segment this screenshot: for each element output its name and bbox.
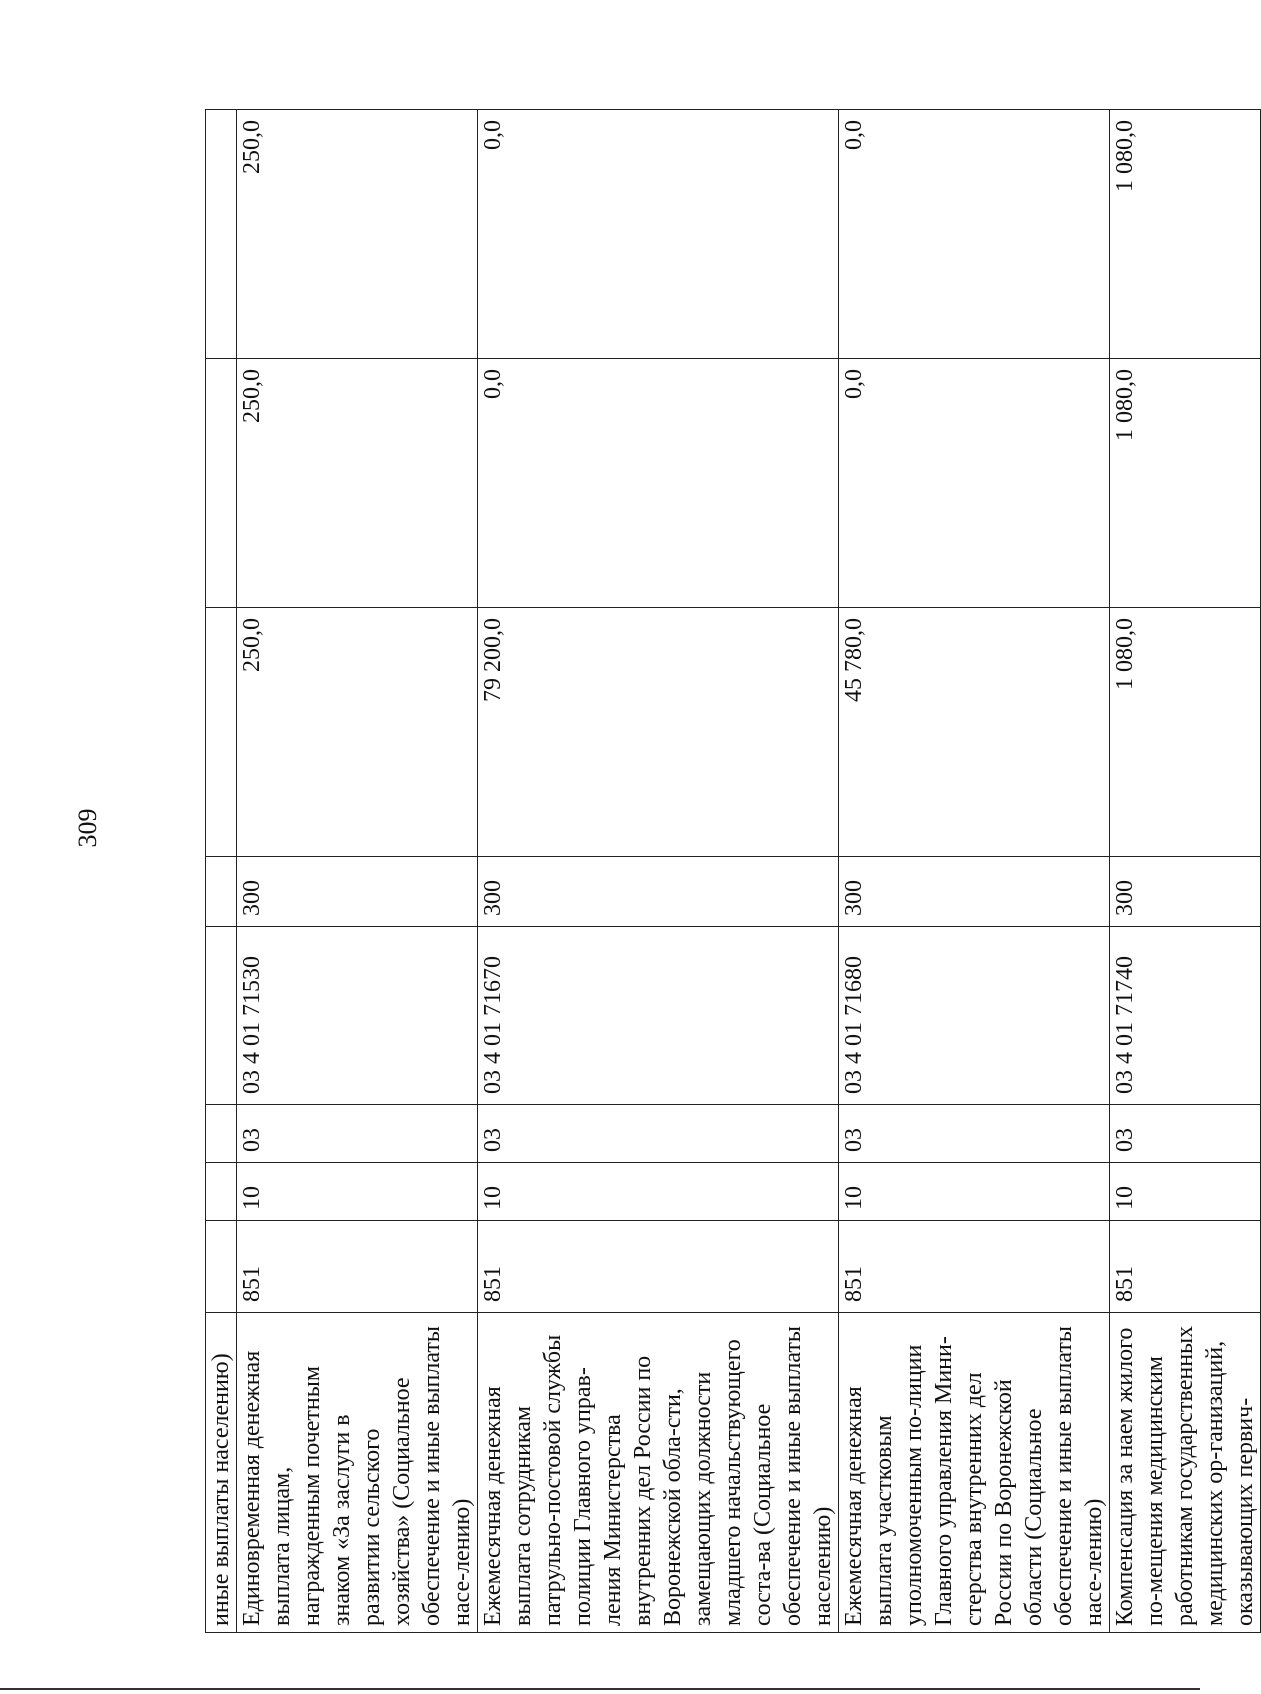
empty-cell bbox=[206, 1221, 237, 1313]
expense-type-code: 300 bbox=[478, 857, 839, 927]
amount-year-3: 1 080,0 bbox=[1110, 110, 1261, 359]
empty-cell bbox=[206, 359, 237, 608]
amount-year-2: 250,0 bbox=[237, 359, 478, 608]
section-code: 10 bbox=[478, 1163, 839, 1221]
amount-year-3: 0,0 bbox=[839, 110, 1110, 359]
empty-cell bbox=[206, 608, 237, 857]
target-code: 03 4 01 71530 bbox=[237, 927, 478, 1105]
table-row bbox=[839, 110, 1110, 1633]
subsection-code: 03 bbox=[478, 1105, 839, 1163]
amount-year-1: 250,0 bbox=[237, 608, 478, 857]
subsection-code: 03 bbox=[839, 1105, 1110, 1163]
ministry-code: 851 bbox=[1110, 1221, 1261, 1313]
expense-type-code: 300 bbox=[237, 857, 478, 927]
budget-table-container bbox=[205, 110, 1258, 1633]
scan-bottom-edge bbox=[0, 1688, 1200, 1690]
table-row bbox=[478, 110, 839, 1633]
empty-cell bbox=[206, 110, 237, 359]
ministry-code: 851 bbox=[478, 1221, 839, 1313]
ministry-code: 851 bbox=[839, 1221, 1110, 1313]
table-row bbox=[237, 110, 478, 1633]
row-description: Ежемесячная денежная выплата участковым уполномоченным по-лиции Главного управления Мини-стерства внутренних дел России по Воронежской области (Социальное обеспечение и иные выплаты насе-лению) bbox=[839, 1313, 1110, 1633]
empty-cell bbox=[206, 1105, 237, 1163]
target-code: 03 4 01 71680 bbox=[839, 927, 1110, 1105]
row-description: Ежемесячная денежная выплата сотрудникам патрульно-постовой службы полиции Главного управ-ления Министерства внутренних дел России по Воронежской обла-сти, замещающих должности младшего начальствующего соста-ва (Социальное обеспечение и иные выплаты населению) bbox=[478, 1313, 839, 1633]
continuation-text: иные выплаты населению) bbox=[206, 1313, 237, 1633]
section-code: 10 bbox=[237, 1163, 478, 1221]
table-row bbox=[1110, 110, 1261, 1633]
amount-year-1: 1 080,0 bbox=[1110, 608, 1261, 857]
amount-year-2: 0,0 bbox=[839, 359, 1110, 608]
target-code: 03 4 01 71670 bbox=[478, 927, 839, 1105]
empty-cell bbox=[206, 857, 237, 927]
section-code: 10 bbox=[1110, 1163, 1261, 1221]
table-row-continuation bbox=[206, 110, 237, 1633]
amount-year-1: 45 780,0 bbox=[839, 608, 1110, 857]
empty-cell bbox=[206, 1163, 237, 1221]
amount-year-3: 0,0 bbox=[478, 110, 839, 359]
expense-type-code: 300 bbox=[839, 857, 1110, 927]
section-code: 10 bbox=[839, 1163, 1110, 1221]
amount-year-1: 79 200,0 bbox=[478, 608, 839, 857]
empty-cell bbox=[206, 927, 237, 1105]
row-description: Единовременная денежная выплата лицам, награжденным почетным знаком «За заслуги в развитии сельского хозяйства» (Социальное обеспечение и иные выплаты насе-лению) bbox=[237, 1313, 478, 1633]
ministry-code: 851 bbox=[237, 1221, 478, 1313]
row-description: Компенсация за наем жилого по-мещения медицинским работникам государственных медицинских ор-ганизаций, оказывающих первич- bbox=[1110, 1313, 1261, 1633]
expense-type-code: 300 bbox=[1110, 857, 1261, 927]
budget-table bbox=[205, 109, 1261, 1633]
subsection-code: 03 bbox=[237, 1105, 478, 1163]
target-code: 03 4 01 71740 bbox=[1110, 927, 1261, 1105]
amount-year-2: 0,0 bbox=[478, 359, 839, 608]
page-number-text: 309 bbox=[73, 808, 102, 848]
amount-year-2: 1 080,0 bbox=[1110, 359, 1261, 608]
amount-year-3: 250,0 bbox=[237, 110, 478, 359]
subsection-code: 03 bbox=[1110, 1105, 1261, 1163]
